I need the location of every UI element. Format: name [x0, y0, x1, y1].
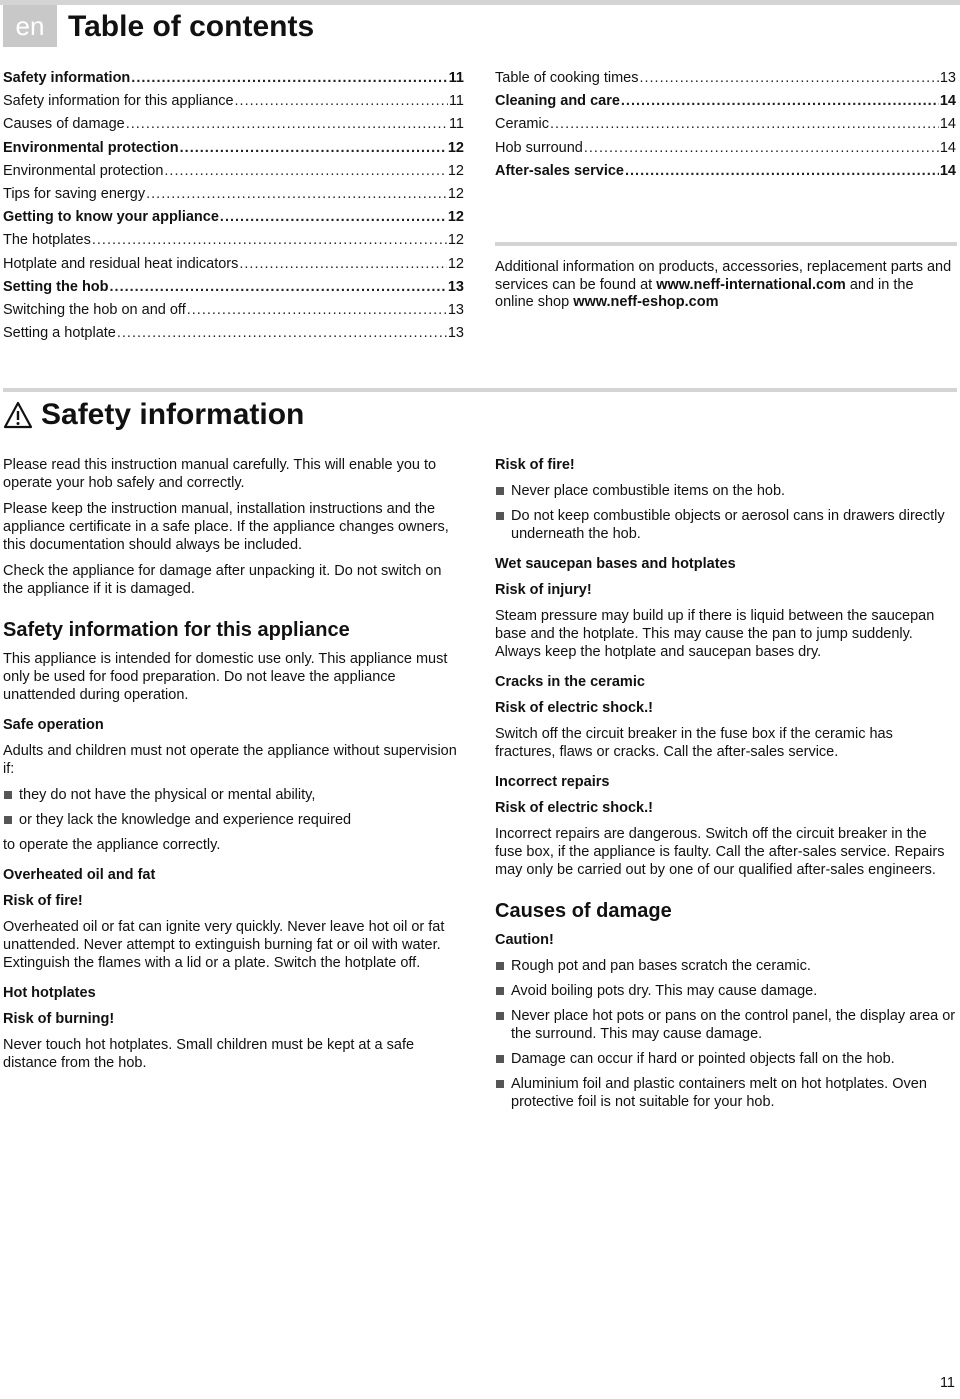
toc-entry[interactable]: Getting to know your appliance ..... 12 — [3, 206, 464, 229]
toc-entry[interactable]: After-sales service ..... 14 — [495, 160, 956, 183]
safe-operation-heading: Safe operation — [3, 717, 104, 733]
wet-heading: Wet saucepan bases and hotplates — [495, 556, 736, 572]
additional-info: Additional information on products, accessories, replacement parts and services can be found at www.neff-international.com and in the online shop www.neff-eshop.com — [495, 259, 952, 310]
hot-hotplates-heading: Hot hotplates — [3, 985, 96, 1001]
toc-right — [495, 67, 956, 183]
list-item: Aluminium foil and plastic containers melt on hot hotplates. Oven protective foil is not suitable for your hob. — [495, 1075, 957, 1111]
safe-operation-after: to operate the appliance correctly. — [3, 837, 221, 853]
toc-left — [3, 67, 464, 345]
toc-entry[interactable]: Hob surround ..... 14 — [495, 137, 956, 160]
intro-paragraph: Please read this instruction manual carefully. This will enable you to operate your hob safely and correctly. — [3, 457, 437, 491]
caution-label: Caution! — [495, 932, 554, 948]
risk-label: Risk of electric shock.! — [495, 700, 653, 716]
list-item: or they lack the knowledge and experience required — [3, 811, 465, 829]
list-item: Do not keep combustible objects or aerosol cans in drawers directly underneath the hob. — [495, 507, 957, 543]
section-divider — [3, 388, 957, 392]
safe-operation-list — [3, 786, 465, 829]
wet-text: Steam pressure may build up if there is liquid between the saucepan base and the hotplate. This may cause the pan to jump suddenly. Always keep the hotplate and saucepan bases dry. — [495, 608, 935, 660]
list-item: Never place combustible items on the hob. — [495, 482, 957, 500]
warning-icon — [3, 401, 33, 429]
toc-entry[interactable]: Setting the hob ..... 13 — [3, 276, 464, 299]
safe-operation-text: Adults and children must not operate the appliance without supervision if: — [3, 743, 457, 777]
list-item: Damage can occur if hard or pointed objects fall on the hob. — [495, 1050, 957, 1068]
toc-entry[interactable]: Setting a hotplate ..... 13 — [3, 322, 464, 345]
fire-list — [495, 482, 957, 543]
intro-paragraph: Please keep the instruction manual, installation instructions and the appliance certificate in a safe place. If the appliance changes owners, this documentation should always be included. — [3, 501, 449, 553]
risk-label: Risk of fire! — [495, 457, 575, 473]
hot-hotplates-text: Never touch hot hotplates. Small children must be kept at a safe distance from the hob. — [3, 1037, 415, 1071]
repairs-heading: Incorrect repairs — [495, 774, 610, 790]
neff-international-link[interactable]: www.neff-international.com — [656, 276, 846, 293]
toc-entry[interactable]: Ceramic ..... 14 — [495, 113, 956, 136]
toc-entry[interactable]: The hotplates ..... 12 — [3, 229, 464, 252]
risk-label: Risk of fire! — [3, 893, 83, 909]
appliance-text: This appliance is intended for domestic use only. This appliance must only be used for food preparation. Do not leave the appliance unattended during operation. — [3, 651, 448, 703]
list-item: Never place hot pots or pans on the control panel, the display area or the surround. This may cause damage. — [495, 1007, 957, 1043]
toc-entry[interactable]: Environmental protection ..... 12 — [3, 137, 464, 160]
intro-paragraph: Check the appliance for damage after unpacking it. Do not switch on the appliance if it is damaged. — [3, 563, 442, 597]
cracks-heading: Cracks in the ceramic — [495, 674, 645, 690]
toc-entry[interactable]: Switching the hob on and off ..... 13 — [3, 299, 464, 322]
cracks-text: Switch off the circuit breaker in the fuse box if the ceramic has fractures, flaws or cracks. Call the after-sales service. — [495, 726, 893, 760]
left-column — [3, 456, 465, 1080]
toc-entry[interactable]: Table of cooking times ..... 13 — [495, 67, 956, 90]
damage-list — [495, 957, 957, 1111]
risk-label: Risk of injury! — [495, 582, 592, 598]
overheated-heading: Overheated oil and fat — [3, 867, 156, 883]
appliance-heading: Safety information for this appliance — [3, 619, 350, 641]
risk-label: Risk of burning! — [3, 1011, 115, 1027]
overheated-text: Overheated oil or fat can ignite very quickly. Never leave hot oil or fat unattended. Never attempt to extinguish burning fat or oil with water. Extinguish the flames with a lid or a plate. Switch the hotplate off. — [3, 919, 445, 971]
divider — [495, 242, 957, 246]
risk-label: Risk of electric shock.! — [495, 800, 653, 816]
toc-entry[interactable]: Safety information for this appliance ..... 11 — [3, 90, 464, 113]
list-item: they do not have the physical or mental ability, — [3, 786, 465, 804]
toc-entry[interactable]: Tips for saving energy ..... 12 — [3, 183, 464, 206]
toc-entry[interactable]: Cleaning and care ..... 14 — [495, 90, 956, 113]
list-item: Avoid boiling pots dry. This may cause damage. — [495, 982, 957, 1000]
list-item: Rough pot and pan bases scratch the ceramic. — [495, 957, 957, 975]
safety-heading: Safety information — [3, 396, 304, 434]
neff-eshop-link[interactable]: www.neff-eshop.com — [573, 294, 719, 310]
toc-entry[interactable]: Causes of damage ..... 11 — [3, 113, 464, 136]
damage-heading: Causes of damage — [495, 900, 672, 922]
toc-entry[interactable]: Safety information ..... 11 — [3, 67, 464, 90]
toc-entry[interactable]: Environmental protection ..... 12 — [3, 160, 464, 183]
toc-entry[interactable]: Hotplate and residual heat indicators ..... 12 — [3, 253, 464, 276]
language-badge: en — [3, 5, 57, 47]
top-rule — [0, 0, 960, 5]
right-column — [495, 456, 957, 1118]
page-title: Table of contents — [68, 10, 315, 43]
page-number: 11 — [939, 1375, 955, 1391]
repairs-text: Incorrect repairs are dangerous. Switch off the circuit breaker in the fuse box, if the appliance is faulty. Call the after-sales service. Repairs may only be carried out by one of our qualified after-sales engineers. — [495, 826, 945, 878]
